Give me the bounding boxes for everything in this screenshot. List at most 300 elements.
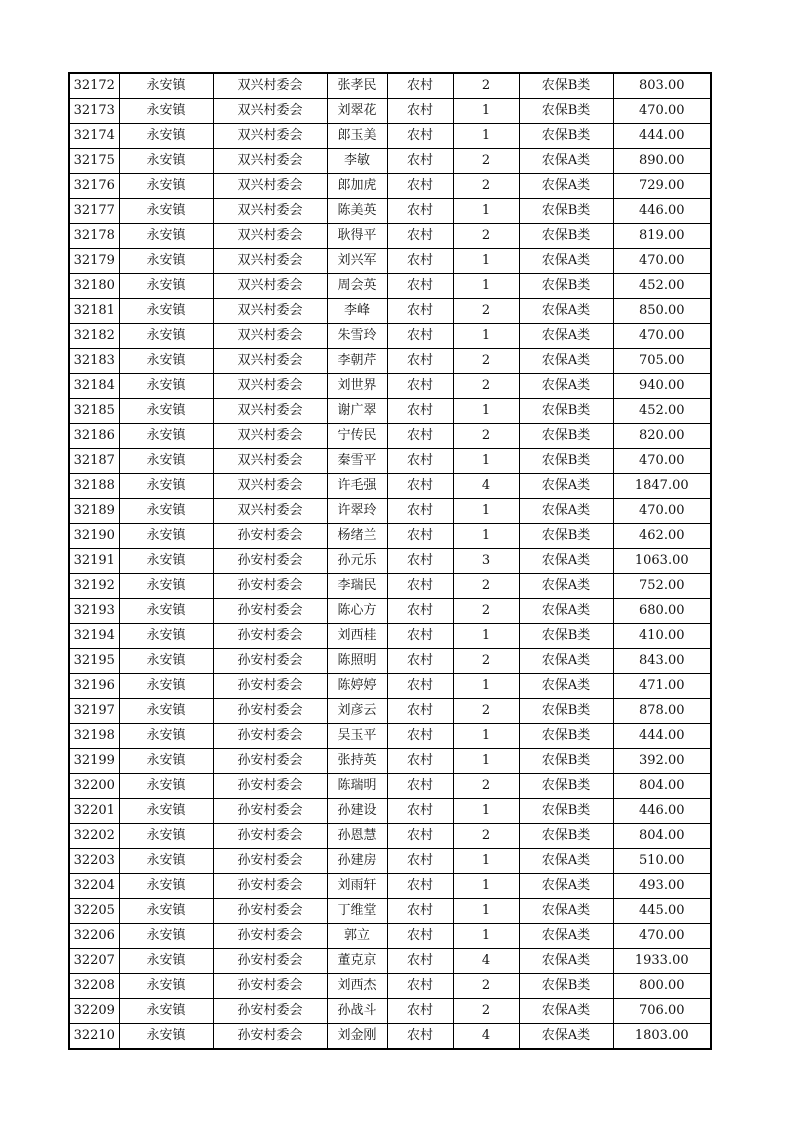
amount-cell: 843.00 (613, 649, 711, 674)
table-row (69, 224, 711, 249)
table-row (69, 399, 711, 424)
town-cell: 永安镇 (119, 1024, 213, 1050)
town-cell: 永安镇 (119, 574, 213, 599)
category-cell: 农保A类 (519, 499, 613, 524)
town-cell: 永安镇 (119, 324, 213, 349)
village-committee-cell: 双兴村委会 (213, 124, 327, 149)
record-id-cell: 32172 (69, 73, 119, 99)
town-cell: 永安镇 (119, 674, 213, 699)
amount-cell: 446.00 (613, 199, 711, 224)
amount-cell: 444.00 (613, 724, 711, 749)
town-cell: 永安镇 (119, 599, 213, 624)
category-cell: 农保B类 (519, 699, 613, 724)
table-row (69, 799, 711, 824)
category-cell: 农保A类 (519, 249, 613, 274)
area-type-cell: 农村 (387, 449, 453, 474)
category-cell: 农保B类 (519, 224, 613, 249)
town-cell: 永安镇 (119, 449, 213, 474)
area-type-cell: 农村 (387, 324, 453, 349)
amount-cell: 878.00 (613, 699, 711, 724)
village-committee-cell: 孙安村委会 (213, 874, 327, 899)
record-id-cell: 32198 (69, 724, 119, 749)
area-type-cell: 农村 (387, 224, 453, 249)
record-id-cell: 32188 (69, 474, 119, 499)
village-committee-cell: 孙安村委会 (213, 649, 327, 674)
amount-cell: 452.00 (613, 399, 711, 424)
table-row (69, 549, 711, 574)
area-type-cell: 农村 (387, 99, 453, 124)
household-count-cell: 2 (453, 699, 519, 724)
category-cell: 农保A类 (519, 874, 613, 899)
household-count-cell: 1 (453, 199, 519, 224)
record-id-cell: 32190 (69, 524, 119, 549)
name-cell: 朱雪玲 (327, 324, 387, 349)
name-cell: 许毛强 (327, 474, 387, 499)
amount-cell: 446.00 (613, 799, 711, 824)
area-type-cell: 农村 (387, 424, 453, 449)
category-cell: 农保A类 (519, 849, 613, 874)
town-cell: 永安镇 (119, 249, 213, 274)
amount-cell: 1847.00 (613, 474, 711, 499)
name-cell: 李敏 (327, 149, 387, 174)
record-id-cell: 32204 (69, 874, 119, 899)
amount-cell: 470.00 (613, 249, 711, 274)
town-cell: 永安镇 (119, 224, 213, 249)
record-id-cell: 32200 (69, 774, 119, 799)
record-id-cell: 32195 (69, 649, 119, 674)
name-cell: 孙建房 (327, 849, 387, 874)
category-cell: 农保A类 (519, 574, 613, 599)
area-type-cell: 农村 (387, 249, 453, 274)
record-id-cell: 32186 (69, 424, 119, 449)
village-committee-cell: 双兴村委会 (213, 399, 327, 424)
village-committee-cell: 孙安村委会 (213, 749, 327, 774)
category-cell: 农保B类 (519, 974, 613, 999)
area-type-cell: 农村 (387, 199, 453, 224)
table-row (69, 174, 711, 199)
table-row (69, 274, 711, 299)
area-type-cell: 农村 (387, 799, 453, 824)
table-row (69, 299, 711, 324)
town-cell: 永安镇 (119, 549, 213, 574)
town-cell: 永安镇 (119, 424, 213, 449)
town-cell: 永安镇 (119, 774, 213, 799)
record-id-cell: 32192 (69, 574, 119, 599)
town-cell: 永安镇 (119, 699, 213, 724)
household-count-cell: 2 (453, 299, 519, 324)
name-cell: 周会英 (327, 274, 387, 299)
record-id-cell: 32176 (69, 174, 119, 199)
amount-cell: 452.00 (613, 274, 711, 299)
village-committee-cell: 双兴村委会 (213, 424, 327, 449)
village-committee-cell: 双兴村委会 (213, 449, 327, 474)
record-id-cell: 32196 (69, 674, 119, 699)
record-id-cell: 32187 (69, 449, 119, 474)
table-row (69, 249, 711, 274)
table-body (69, 73, 711, 1049)
name-cell: 刘翠花 (327, 99, 387, 124)
household-count-cell: 2 (453, 574, 519, 599)
village-committee-cell: 孙安村委会 (213, 624, 327, 649)
town-cell: 永安镇 (119, 299, 213, 324)
table-row (69, 774, 711, 799)
name-cell: 秦雪平 (327, 449, 387, 474)
category-cell: 农保A类 (519, 299, 613, 324)
household-count-cell: 1 (453, 499, 519, 524)
area-type-cell: 农村 (387, 674, 453, 699)
household-count-cell: 2 (453, 224, 519, 249)
area-type-cell: 农村 (387, 924, 453, 949)
table-row (69, 649, 711, 674)
amount-cell: 800.00 (613, 974, 711, 999)
amount-cell: 470.00 (613, 449, 711, 474)
table-row (69, 349, 711, 374)
village-committee-cell: 双兴村委会 (213, 374, 327, 399)
amount-cell: 471.00 (613, 674, 711, 699)
amount-cell: 752.00 (613, 574, 711, 599)
village-committee-cell: 孙安村委会 (213, 674, 327, 699)
village-committee-cell: 双兴村委会 (213, 474, 327, 499)
name-cell: 李峰 (327, 299, 387, 324)
village-committee-cell: 孙安村委会 (213, 949, 327, 974)
area-type-cell: 农村 (387, 999, 453, 1024)
town-cell: 永安镇 (119, 724, 213, 749)
record-id-cell: 32197 (69, 699, 119, 724)
amount-cell: 1063.00 (613, 549, 711, 574)
household-count-cell: 1 (453, 124, 519, 149)
village-committee-cell: 孙安村委会 (213, 999, 327, 1024)
household-count-cell: 1 (453, 524, 519, 549)
town-cell: 永安镇 (119, 399, 213, 424)
household-count-cell: 1 (453, 449, 519, 474)
town-cell: 永安镇 (119, 199, 213, 224)
record-id-cell: 32180 (69, 274, 119, 299)
village-committee-cell: 孙安村委会 (213, 1024, 327, 1050)
amount-cell: 493.00 (613, 874, 711, 899)
household-count-cell: 1 (453, 749, 519, 774)
amount-cell: 804.00 (613, 774, 711, 799)
amount-cell: 470.00 (613, 499, 711, 524)
name-cell: 吴玉平 (327, 724, 387, 749)
village-committee-cell: 孙安村委会 (213, 899, 327, 924)
table-row (69, 574, 711, 599)
household-count-cell: 3 (453, 549, 519, 574)
household-count-cell: 1 (453, 849, 519, 874)
record-id-cell: 32182 (69, 324, 119, 349)
household-count-cell: 1 (453, 624, 519, 649)
name-cell: 郭立 (327, 924, 387, 949)
household-count-cell: 1 (453, 799, 519, 824)
area-type-cell: 农村 (387, 824, 453, 849)
table-row (69, 724, 711, 749)
amount-cell: 510.00 (613, 849, 711, 874)
village-committee-cell: 孙安村委会 (213, 924, 327, 949)
village-committee-cell: 双兴村委会 (213, 99, 327, 124)
village-committee-cell: 孙安村委会 (213, 774, 327, 799)
area-type-cell: 农村 (387, 699, 453, 724)
household-count-cell: 2 (453, 349, 519, 374)
table-row (69, 949, 711, 974)
table-row (69, 474, 711, 499)
table-row (69, 999, 711, 1024)
area-type-cell: 农村 (387, 374, 453, 399)
area-type-cell: 农村 (387, 549, 453, 574)
category-cell: 农保A类 (519, 899, 613, 924)
household-count-cell: 1 (453, 274, 519, 299)
record-id-cell: 32177 (69, 199, 119, 224)
record-id-cell: 32181 (69, 299, 119, 324)
record-id-cell: 32199 (69, 749, 119, 774)
record-id-cell: 32210 (69, 1024, 119, 1050)
category-cell: 农保B类 (519, 774, 613, 799)
village-committee-cell: 双兴村委会 (213, 73, 327, 99)
name-cell: 李朝芹 (327, 349, 387, 374)
area-type-cell: 农村 (387, 649, 453, 674)
area-type-cell: 农村 (387, 274, 453, 299)
category-cell: 农保A类 (519, 949, 613, 974)
area-type-cell: 农村 (387, 599, 453, 624)
category-cell: 农保B类 (519, 724, 613, 749)
table-row (69, 874, 711, 899)
name-cell: 刘西杰 (327, 974, 387, 999)
area-type-cell: 农村 (387, 724, 453, 749)
name-cell: 宁传民 (327, 424, 387, 449)
village-committee-cell: 孙安村委会 (213, 824, 327, 849)
category-cell: 农保B类 (519, 424, 613, 449)
household-count-cell: 2 (453, 174, 519, 199)
table-row (69, 424, 711, 449)
amount-cell: 680.00 (613, 599, 711, 624)
name-cell: 刘兴军 (327, 249, 387, 274)
village-committee-cell: 双兴村委会 (213, 224, 327, 249)
town-cell: 永安镇 (119, 274, 213, 299)
name-cell: 耿得平 (327, 224, 387, 249)
household-count-cell: 1 (453, 899, 519, 924)
household-count-cell: 1 (453, 324, 519, 349)
town-cell: 永安镇 (119, 99, 213, 124)
household-count-cell: 1 (453, 99, 519, 124)
town-cell: 永安镇 (119, 349, 213, 374)
record-id-cell: 32178 (69, 224, 119, 249)
amount-cell: 940.00 (613, 374, 711, 399)
name-cell: 孙元乐 (327, 549, 387, 574)
amount-cell: 470.00 (613, 924, 711, 949)
record-id-cell: 32184 (69, 374, 119, 399)
amount-cell: 803.00 (613, 73, 711, 99)
household-count-cell: 2 (453, 599, 519, 624)
town-cell: 永安镇 (119, 499, 213, 524)
name-cell: 张持英 (327, 749, 387, 774)
area-type-cell: 农村 (387, 349, 453, 374)
table-row (69, 499, 711, 524)
table-row (69, 124, 711, 149)
town-cell: 永安镇 (119, 374, 213, 399)
amount-cell: 705.00 (613, 349, 711, 374)
data-table (68, 72, 712, 1050)
town-cell: 永安镇 (119, 799, 213, 824)
category-cell: 农保B类 (519, 749, 613, 774)
town-cell: 永安镇 (119, 949, 213, 974)
record-id-cell: 32207 (69, 949, 119, 974)
record-id-cell: 32208 (69, 974, 119, 999)
category-cell: 农保A类 (519, 149, 613, 174)
area-type-cell: 农村 (387, 574, 453, 599)
village-committee-cell: 双兴村委会 (213, 199, 327, 224)
category-cell: 农保B类 (519, 799, 613, 824)
table-row (69, 1024, 711, 1050)
record-id-cell: 32193 (69, 599, 119, 624)
area-type-cell: 农村 (387, 73, 453, 99)
village-committee-cell: 孙安村委会 (213, 599, 327, 624)
amount-cell: 462.00 (613, 524, 711, 549)
category-cell: 农保A类 (519, 324, 613, 349)
record-id-cell: 32194 (69, 624, 119, 649)
table-row (69, 624, 711, 649)
record-id-cell: 32179 (69, 249, 119, 274)
area-type-cell: 农村 (387, 149, 453, 174)
category-cell: 农保B类 (519, 73, 613, 99)
town-cell: 永安镇 (119, 73, 213, 99)
area-type-cell: 农村 (387, 899, 453, 924)
town-cell: 永安镇 (119, 899, 213, 924)
name-cell: 张孝民 (327, 73, 387, 99)
area-type-cell: 农村 (387, 124, 453, 149)
village-committee-cell: 孙安村委会 (213, 699, 327, 724)
category-cell: 农保A类 (519, 1024, 613, 1050)
household-count-cell: 2 (453, 649, 519, 674)
amount-cell: 820.00 (613, 424, 711, 449)
area-type-cell: 农村 (387, 624, 453, 649)
household-count-cell: 2 (453, 149, 519, 174)
name-cell: 陈心方 (327, 599, 387, 624)
category-cell: 农保B类 (519, 824, 613, 849)
category-cell: 农保B类 (519, 199, 613, 224)
village-committee-cell: 孙安村委会 (213, 724, 327, 749)
household-count-cell: 2 (453, 999, 519, 1024)
amount-cell: 445.00 (613, 899, 711, 924)
village-committee-cell: 双兴村委会 (213, 274, 327, 299)
record-id-cell: 32209 (69, 999, 119, 1024)
amount-cell: 890.00 (613, 149, 711, 174)
record-id-cell: 32189 (69, 499, 119, 524)
table-row (69, 149, 711, 174)
town-cell: 永安镇 (119, 149, 213, 174)
amount-cell: 819.00 (613, 224, 711, 249)
table-row (69, 99, 711, 124)
amount-cell: 1803.00 (613, 1024, 711, 1050)
name-cell: 许翠玲 (327, 499, 387, 524)
town-cell: 永安镇 (119, 749, 213, 774)
table-row (69, 73, 711, 99)
name-cell: 刘金刚 (327, 1024, 387, 1050)
name-cell: 李瑞民 (327, 574, 387, 599)
household-count-cell: 1 (453, 399, 519, 424)
category-cell: 农保A类 (519, 674, 613, 699)
record-id-cell: 32191 (69, 549, 119, 574)
village-committee-cell: 双兴村委会 (213, 299, 327, 324)
table-row (69, 974, 711, 999)
town-cell: 永安镇 (119, 124, 213, 149)
town-cell: 永安镇 (119, 999, 213, 1024)
category-cell: 农保B类 (519, 274, 613, 299)
name-cell: 刘西桂 (327, 624, 387, 649)
record-id-cell: 32202 (69, 824, 119, 849)
area-type-cell: 农村 (387, 299, 453, 324)
table-row (69, 824, 711, 849)
household-count-cell: 1 (453, 924, 519, 949)
record-id-cell: 32173 (69, 99, 119, 124)
table-row (69, 599, 711, 624)
village-committee-cell: 双兴村委会 (213, 149, 327, 174)
category-cell: 农保B类 (519, 624, 613, 649)
name-cell: 丁维堂 (327, 899, 387, 924)
area-type-cell: 农村 (387, 474, 453, 499)
name-cell: 刘彦云 (327, 699, 387, 724)
data-table-container (68, 72, 712, 1050)
household-count-cell: 2 (453, 974, 519, 999)
area-type-cell: 农村 (387, 174, 453, 199)
table-row (69, 899, 711, 924)
village-committee-cell: 双兴村委会 (213, 324, 327, 349)
village-committee-cell: 双兴村委会 (213, 174, 327, 199)
record-id-cell: 32185 (69, 399, 119, 424)
village-committee-cell: 双兴村委会 (213, 349, 327, 374)
name-cell: 刘雨轩 (327, 874, 387, 899)
village-committee-cell: 孙安村委会 (213, 524, 327, 549)
village-committee-cell: 双兴村委会 (213, 499, 327, 524)
name-cell: 谢广翠 (327, 399, 387, 424)
category-cell: 农保A类 (519, 174, 613, 199)
record-id-cell: 32203 (69, 849, 119, 874)
record-id-cell: 32206 (69, 924, 119, 949)
category-cell: 农保A类 (519, 549, 613, 574)
household-count-cell: 1 (453, 674, 519, 699)
village-committee-cell: 孙安村委会 (213, 849, 327, 874)
village-committee-cell: 孙安村委会 (213, 574, 327, 599)
amount-cell: 410.00 (613, 624, 711, 649)
household-count-cell: 1 (453, 724, 519, 749)
name-cell: 孙战斗 (327, 999, 387, 1024)
household-count-cell: 2 (453, 73, 519, 99)
area-type-cell: 农村 (387, 949, 453, 974)
table-row (69, 449, 711, 474)
name-cell: 陈婷婷 (327, 674, 387, 699)
name-cell: 董克京 (327, 949, 387, 974)
area-type-cell: 农村 (387, 749, 453, 774)
amount-cell: 444.00 (613, 124, 711, 149)
amount-cell: 850.00 (613, 299, 711, 324)
town-cell: 永安镇 (119, 474, 213, 499)
town-cell: 永安镇 (119, 649, 213, 674)
name-cell: 郎加虎 (327, 174, 387, 199)
table-row (69, 324, 711, 349)
town-cell: 永安镇 (119, 174, 213, 199)
village-committee-cell: 孙安村委会 (213, 799, 327, 824)
category-cell: 农保A类 (519, 374, 613, 399)
table-row (69, 749, 711, 774)
name-cell: 郎玉美 (327, 124, 387, 149)
table-row (69, 699, 711, 724)
town-cell: 永安镇 (119, 524, 213, 549)
household-count-cell: 4 (453, 949, 519, 974)
category-cell: 农保A类 (519, 649, 613, 674)
category-cell: 农保B类 (519, 449, 613, 474)
table-row (69, 524, 711, 549)
town-cell: 永安镇 (119, 624, 213, 649)
area-type-cell: 农村 (387, 974, 453, 999)
area-type-cell: 农村 (387, 874, 453, 899)
category-cell: 农保A类 (519, 924, 613, 949)
